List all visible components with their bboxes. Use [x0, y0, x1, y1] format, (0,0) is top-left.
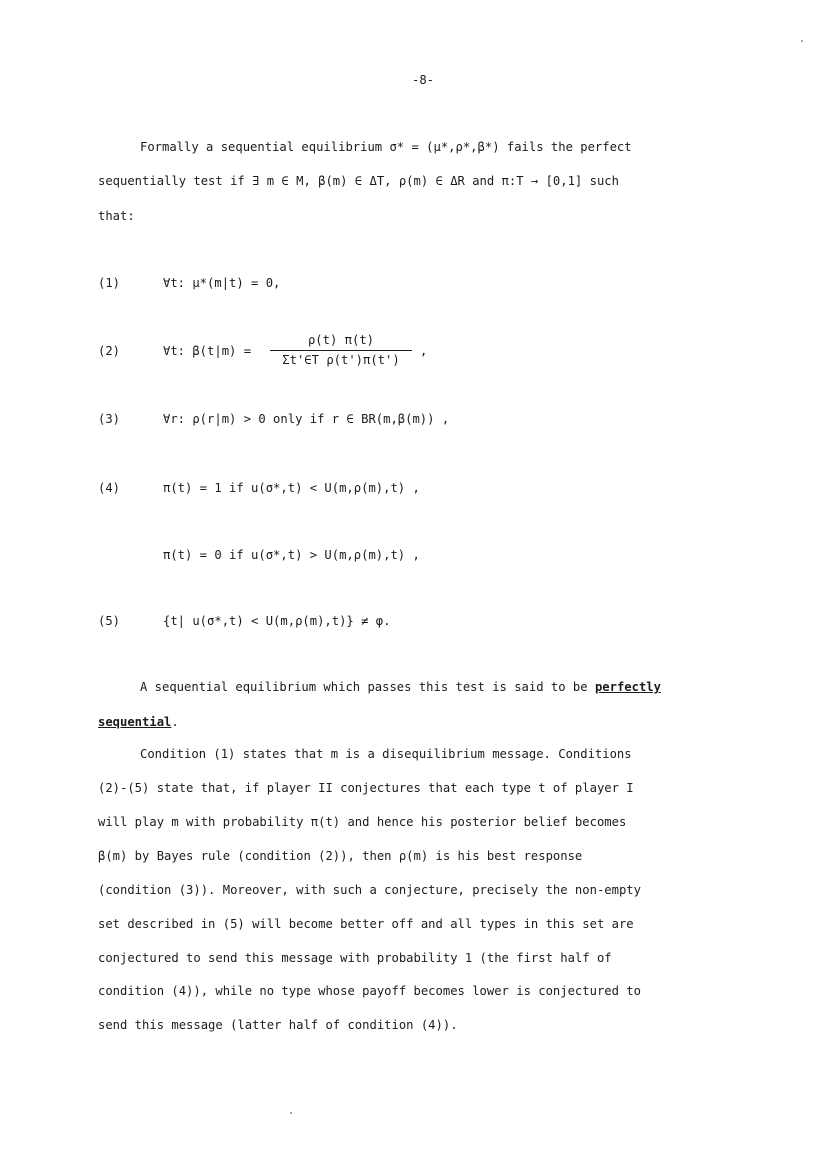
paragraph-line-2: (2)-(5) state that, if player II conjectures that each type t of player I	[98, 781, 634, 795]
condition-2-suffix: ,	[420, 344, 428, 358]
paragraph-line-4: β(m) by Bayes rule (condition (2)), then ρ(m) is his best response	[98, 849, 583, 863]
condition-5-label: (5)	[98, 614, 121, 628]
definition-end: .	[171, 715, 179, 729]
condition-4-body-2: π(t) = 0 if u(σ*,t) > U(m,ρ(m),t) ,	[163, 548, 420, 562]
condition-2-prefix: ∀t: β(t|m) =	[163, 344, 252, 358]
condition-3-label: (3)	[98, 412, 121, 426]
condition-1-label: (1)	[98, 276, 121, 290]
definition-line	[140, 680, 661, 694]
scan-speck	[801, 40, 803, 42]
condition-3-body: ∀r: ρ(r|m) > 0 only if r ∈ BR(m,β(m)) ,	[163, 412, 450, 426]
condition-4-body: π(t) = 1 if u(σ*,t) < U(m,ρ(m),t) ,	[163, 481, 420, 495]
definition-text: A sequential equilibrium which passes this test is said to be	[140, 680, 588, 694]
condition-5-body: {t| u(σ*,t) < U(m,ρ(m),t)} ≠ φ.	[163, 614, 391, 628]
paragraph-line-9: send this message (latter half of condition (4)).	[98, 1018, 458, 1032]
paragraph-line-8: condition (4)), while no type whose payoff becomes lower is conjectured to	[98, 984, 641, 998]
defined-term-part-2: sequential	[98, 715, 172, 729]
condition-2-denominator: Σt'∈T ρ(t')π(t')	[282, 353, 400, 367]
page-number: -8-	[412, 73, 435, 87]
definition-line-2	[98, 715, 179, 729]
defined-term-part-1: perfectly	[594, 680, 661, 694]
paragraph-line-7: conjectured to send this message with probability 1 (the first half of	[98, 951, 612, 965]
intro-line-1: Formally a sequential equilibrium σ* = (μ*,ρ*,β*) fails the perfect	[140, 140, 632, 154]
condition-2-numerator: ρ(t) π(t)	[307, 333, 375, 347]
fraction-bar	[270, 350, 412, 351]
paragraph-line-6: set described in (5) will become better off and all types in this set are	[98, 917, 634, 931]
condition-2-label: (2)	[98, 344, 121, 358]
intro-line-3: that:	[98, 209, 135, 223]
condition-1-body: ∀t: μ*(m|t) = 0,	[163, 276, 281, 290]
paragraph-line-3: will play m with probability π(t) and hence his posterior belief becomes	[98, 815, 627, 829]
paragraph-line-5: (condition (3)). Moreover, with such a conjecture, precisely the non-empty	[98, 883, 641, 897]
scan-speck	[290, 1112, 292, 1114]
paragraph-line-1: Condition (1) states that m is a disequilibrium message. Conditions	[140, 747, 632, 761]
intro-line-2: sequentially test if ∃ m ∈ M, β(m) ∈ ΔT, ρ(m) ∈ ΔR and π:T → [0,1] such	[98, 174, 619, 188]
condition-4-label: (4)	[98, 481, 121, 495]
